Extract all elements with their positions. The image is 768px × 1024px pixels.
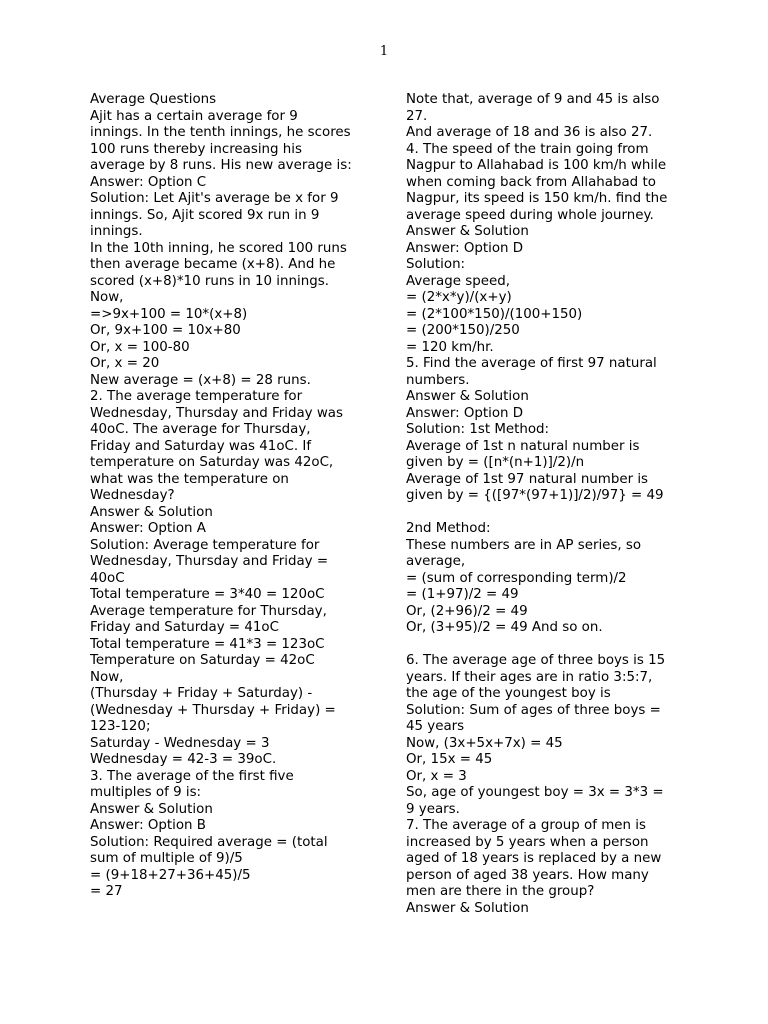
text-line: So, age of youngest boy = 3x = 3*3 =: [406, 785, 664, 800]
text-line: average by 8 runs. His new average is:: [90, 158, 352, 173]
text-line: temperature on Saturday was 42oC,: [90, 455, 334, 470]
text-line: = (2*x*y)/(x+y): [406, 290, 512, 305]
text-line: Average of 1st n natural number is: [406, 438, 640, 454]
text-line: Answer: Option A: [90, 521, 206, 536]
text-line: what was the temperature on: [90, 471, 289, 487]
text-line: 45 years: [406, 719, 465, 734]
text-line: 2nd Method:: [406, 521, 491, 536]
text-line: 100 runs thereby increasing his: [90, 141, 302, 157]
text-line: 123-120;: [90, 719, 151, 734]
text-line: when coming back from Allahabad to: [406, 174, 656, 190]
text-line: Wednesday?: [90, 488, 175, 503]
text-line: years. If their ages are in ratio 3:5:7,: [406, 669, 653, 685]
text-line: Friday and Saturday was 41oC. If: [90, 438, 312, 454]
text-line: = 120 km/hr.: [406, 339, 494, 355]
text-line: Or, (2+96)/2 = 49: [406, 603, 528, 619]
text-line: Wednesday, Thursday and Friday =: [90, 554, 329, 569]
text-line: innings.: [90, 224, 143, 239]
text-line: = 27: [90, 884, 123, 899]
text-line: 7. The average of a group of men is: [406, 818, 646, 833]
text-line: = (sum of corresponding term)/2: [406, 570, 627, 586]
text-line: average speed during whole journey.: [406, 207, 654, 223]
left-column: [90, 92, 390, 901]
text-line: = (9+18+27+36+45)/5: [90, 867, 251, 883]
text-line: Nagpur to Allahabad is 100 km/h while: [406, 158, 667, 173]
text-line: Average Questions: [90, 92, 217, 107]
text-line: =>9x+100 = 10*(x+8): [90, 306, 248, 322]
right-column: [406, 92, 681, 917]
text-line: innings. In the tenth innings, he scores: [90, 125, 351, 140]
page-number: 1: [379, 44, 389, 59]
text-line: (Thursday + Friday + Saturday) -: [90, 686, 313, 701]
text-line: average,: [406, 554, 466, 569]
text-line: numbers.: [406, 372, 470, 388]
text-line: Now, (3x+5x+7x) = 45: [406, 735, 563, 751]
text-line: In the 10th inning, he scored 100 runs: [90, 240, 347, 256]
text-line: Total temperature = 41*3 = 123oC: [90, 636, 325, 652]
text-line: = (2*100*150)/(100+150): [406, 306, 583, 322]
text-line: 40oC. The average for Thursday,: [90, 422, 311, 437]
text-line: innings. So, Ajit scored 9x run in 9: [90, 207, 320, 223]
text-line: Nagpur, its speed is 150 km/h. find the: [406, 191, 668, 206]
text-line: Answer: Option D: [406, 240, 524, 256]
text-line: Solution: 1st Method:: [406, 422, 550, 437]
text-line: Answer & Solution: [406, 389, 529, 404]
text-line: Answer & Solution: [406, 900, 529, 916]
text-line: Or, x = 20: [90, 356, 160, 371]
text-line: Average of 1st 97 natural number is: [406, 471, 649, 487]
text-line: Or, x = 100-80: [90, 339, 190, 355]
text-line: Wednesday, Thursday and Friday was: [90, 405, 343, 421]
text-line: Or, 15x = 45: [406, 752, 493, 767]
text-line: And average of 18 and 36 is also 27.: [406, 125, 653, 140]
text-line: person of aged 38 years. How many: [406, 867, 649, 883]
text-line: Friday and Saturday = 41oC: [90, 620, 279, 635]
text-line: = (1+97)/2 = 49: [406, 587, 519, 602]
text-line: Solution: Sum of ages of three boys =: [406, 702, 661, 718]
text-line: Wednesday = 42-3 = 39oC.: [90, 752, 277, 767]
text-line: 5. Find the average of first 97 natural: [406, 356, 657, 371]
text-line: Now,: [90, 290, 124, 305]
text-line: sum of multiple of 9)/5: [90, 851, 243, 866]
text-line: New average = (x+8) = 28 runs.: [90, 372, 311, 388]
text-line: Average speed,: [406, 273, 510, 289]
text-line: 6. The average age of three boys is 15: [406, 653, 666, 668]
text-line: Answer & Solution: [406, 224, 529, 239]
text-line: (Wednesday + Thursday + Friday) =: [90, 702, 336, 718]
text-line: Answer: Option B: [90, 818, 206, 833]
text-line: Solution:: [406, 257, 466, 272]
text-line: multiples of 9 is:: [90, 785, 202, 800]
text-line: Saturday - Wednesday = 3: [90, 735, 270, 751]
text-line: 4. The speed of the train going from: [406, 141, 649, 157]
text-line: 2. The average temperature for: [90, 389, 303, 404]
text-line: 9 years.: [406, 801, 460, 817]
blank-line: [406, 637, 681, 654]
text-line: the age of the youngest boy is: [406, 686, 611, 701]
text-line: Average temperature for Thursday,: [90, 603, 327, 619]
text-line: Now,: [90, 669, 124, 685]
text-line: Temperature on Saturday = 42oC: [90, 653, 315, 668]
text-line: Answer: Option C: [90, 174, 207, 190]
text-line: aged of 18 years is replaced by a new: [406, 851, 662, 866]
text-line: increased by 5 years when a person: [406, 834, 649, 850]
text-line: then average became (x+8). And he: [90, 257, 336, 272]
text-line: Total temperature = 3*40 = 120oC: [90, 587, 325, 602]
text-line: men are there in the group?: [406, 884, 595, 899]
text-line: 3. The average of the first five: [90, 768, 294, 784]
text-line: 27.: [406, 108, 428, 124]
text-line: given by = ([n*(n+1)]/2)/n: [406, 455, 585, 470]
text-line: scored (x+8)*10 runs in 10 innings.: [90, 273, 329, 289]
text-line: Solution: Required average = (total: [90, 834, 328, 850]
text-line: Solution: Average temperature for: [90, 537, 320, 553]
text-line: = (200*150)/250: [406, 323, 520, 338]
text-line: 40oC: [90, 570, 125, 586]
blank-line: [406, 505, 681, 522]
text-line: Answer & Solution: [90, 801, 213, 817]
text-line: given by = {([97*(97+1)]/2)/97} = 49: [406, 488, 664, 503]
text-line: Answer & Solution: [90, 504, 213, 520]
text-line: Ajit has a certain average for 9: [90, 108, 298, 124]
text-line: Or, (3+95)/2 = 49 And so on.: [406, 620, 603, 635]
text-line: These numbers are in AP series, so: [406, 537, 642, 553]
text-line: Answer: Option D: [406, 405, 524, 421]
text-line: Solution: Let Ajit's average be x for 9: [90, 191, 339, 206]
text-line: Note that, average of 9 and 45 is also: [406, 92, 660, 107]
text-line: Or, 9x+100 = 10x+80: [90, 323, 241, 338]
text-line: Or, x = 3: [406, 768, 467, 784]
